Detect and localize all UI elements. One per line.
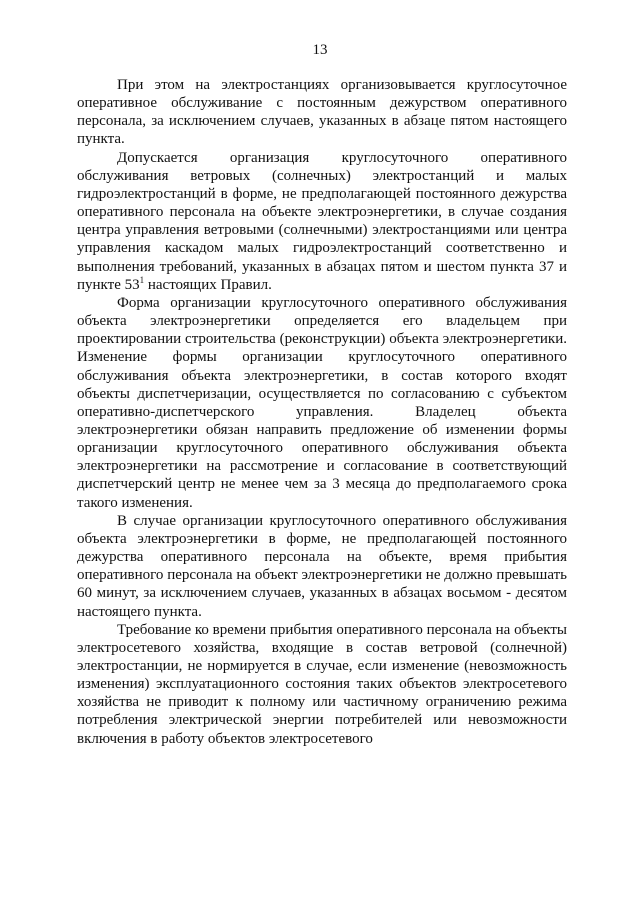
- paragraph-4: В случае организации круглосуточного оперативного обслуживания объекта электроэнергетики в форме, не предполагающей постоянного дежурства оперативного персонала на объекте, время прибытия оперативного персонала на объект электроэнергетики не должно превышать 60 минут, за исключением случаев, указанных в абзацах восьмом - десятом настоящего пункта.: [77, 512, 567, 620]
- paragraph-5: Требование ко времени прибытия оперативного персонала на объекты электросетевого хозяйства, входящие в состав ветровой (солнечной) электростанции, не нормируется в случае, если изменение (невозможность изменения) эксплуатационного состояния таких объектов электросетевого хозяйства не приводит к полному или частичному ограничению режима потребления электрической энергии потребителей или невозможности включения в работу объектов электросетевого: [77, 621, 567, 747]
- page-number: 13: [312, 42, 328, 58]
- paragraph-2-tail: настоящих Правил.: [144, 276, 272, 293]
- paragraph-2: [77, 149, 567, 294]
- paragraph-2-superscript: 1: [139, 274, 145, 285]
- paragraph-1: При этом на электростанциях организовывается круглосуточное оперативное обслуживание с постоянным дежурством оперативного персонала, за исключением случаев, указанных в абзаце пятом настоящего пункта.: [77, 77, 567, 148]
- paragraph-2-text: Допускается организация круглосуточного оперативного обслуживания ветровых (солнечных) электростанций и малых гидроэлектростанций в форме, не предполагающей постоянного дежурства оперативного персонала на объекте электроэнергетики, в случае создания центра управления ветровыми (солнечными) электростанциями или центра управления каскадом малых гидроэлектростанций соответственно и выполнения требований, указанных в абзацах пятом и шестом пункта 37 и пункте 53: [77, 149, 567, 293]
- body-text: [77, 76, 567, 748]
- paragraph-3: Форма организации круглосуточного оперативного обслуживания объекта электроэнергетики определяется его владельцем при проектировании строительства (реконструкции) объекта электроэнергетики. Изменение формы организации круглосуточного оперативного обслуживания объекта электроэнергетики, в состав которого входят объекты диспетчеризации, осуществляется по согласованию с субъектом оперативно-диспетчерского управления. Владелец объекта электроэнергетики обязан направить предложение об изменении формы организации круглосуточного оперативного обслуживания объекта электроэнергетики на рассмотрение и согласование в соответствующий диспетчерский центр не менее чем за 3 месяца до предполагаемого срока такого изменения.: [77, 294, 567, 511]
